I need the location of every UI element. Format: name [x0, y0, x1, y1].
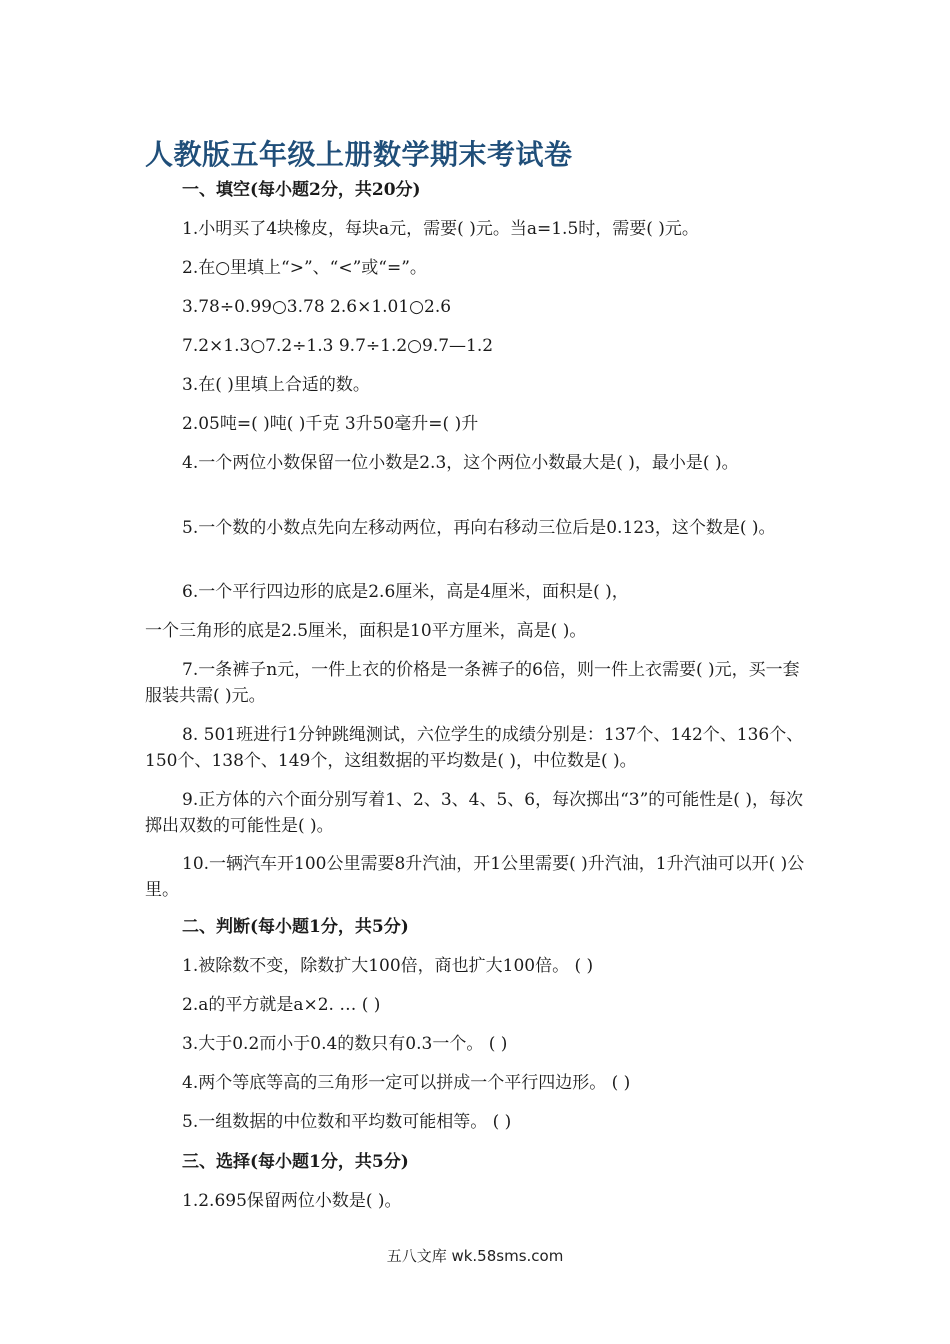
question-1-6: 6.一个平行四边形的底是2.6厘米，高是4厘米，面积是( )， — [182, 582, 629, 602]
question-2-1: 1.被除数不变，除数扩大100倍，商也扩大100倍。 ( ) — [182, 956, 594, 976]
question-1-5: 5.一个数的小数点先向左移动两位，再向右移动三位后是0.123，这个数是( )。 — [182, 518, 776, 538]
question-1-9: 9.正方体的六个面分别写着1、2、3、4、5、6，每次掷出“3”的可能性是( )，每次掷出双数的可能性是( )。 — [145, 790, 803, 836]
section-3-heading: 三、选择(每小题1分，共5分) — [182, 1152, 409, 1172]
question-1-3a: 2.05吨=( )吨( )千克 3升50毫升=( )升 — [182, 414, 479, 434]
question-1-2: 2.在○里填上“>”、“<”或“=”。 — [182, 258, 427, 278]
page-title: 人教版五年级上册数学期末考试卷 — [145, 138, 573, 171]
question-3-1: 1.2.695保留两位小数是( )。 — [182, 1191, 402, 1211]
question-1-7: 7.一条裤子n元，一件上衣的价格是一条裤子的6倍，则一件上衣需要( )元，买一套服装共需( )元。 — [145, 660, 800, 706]
footer-watermark: 五八文库 wk.58sms.com — [386, 1247, 564, 1265]
section-2-heading: 二、判断(每小题1分，共5分) — [182, 917, 409, 937]
question-2-3: 3.大于0.2而小于0.4的数只有0.3一个。 ( ) — [182, 1034, 508, 1054]
question-1-6b: 一个三角形的底是2.5厘米，面积是10平方厘米，高是( )。 — [145, 621, 587, 641]
question-1-8: 8. 501班进行1分钟跳绳测试，六位学生的成绩分别是：137个、142个、136个、150个、138个、149个，这组数据的平均数是( )，中位数是( )。 — [145, 725, 804, 771]
question-2-5: 5.一组数据的中位数和平均数可能相等。 ( ) — [182, 1112, 512, 1132]
question-2-2: 2.a的平方就是a×2. … ( ) — [182, 995, 381, 1015]
question-1-3: 3.在( )里填上合适的数。 — [182, 375, 370, 395]
question-1-2a: 3.78÷0.99○3.78 2.6×1.01○2.6 — [182, 297, 452, 317]
question-1-4: 4.一个两位小数保留一位小数是2.3，这个两位小数最大是( )，最小是( )。 — [182, 453, 739, 473]
question-2-4: 4.两个等底等高的三角形一定可以拼成一个平行四边形。 ( ) — [182, 1073, 631, 1093]
question-1-1: 1.小明买了4块橡皮，每块a元，需要( )元。当a=1.5时，需要( )元。 — [182, 219, 699, 239]
section-1-heading: 一、填空(每小题2分，共20分) — [182, 180, 421, 200]
question-1-2b: 7.2×1.3○7.2÷1.3 9.7÷1.2○9.7—1.2 — [182, 336, 494, 356]
question-1-10: 10.一辆汽车开100公里需要8升汽油，开1公里需要( )升汽油，1升汽油可以开( )公里。 — [145, 854, 805, 900]
